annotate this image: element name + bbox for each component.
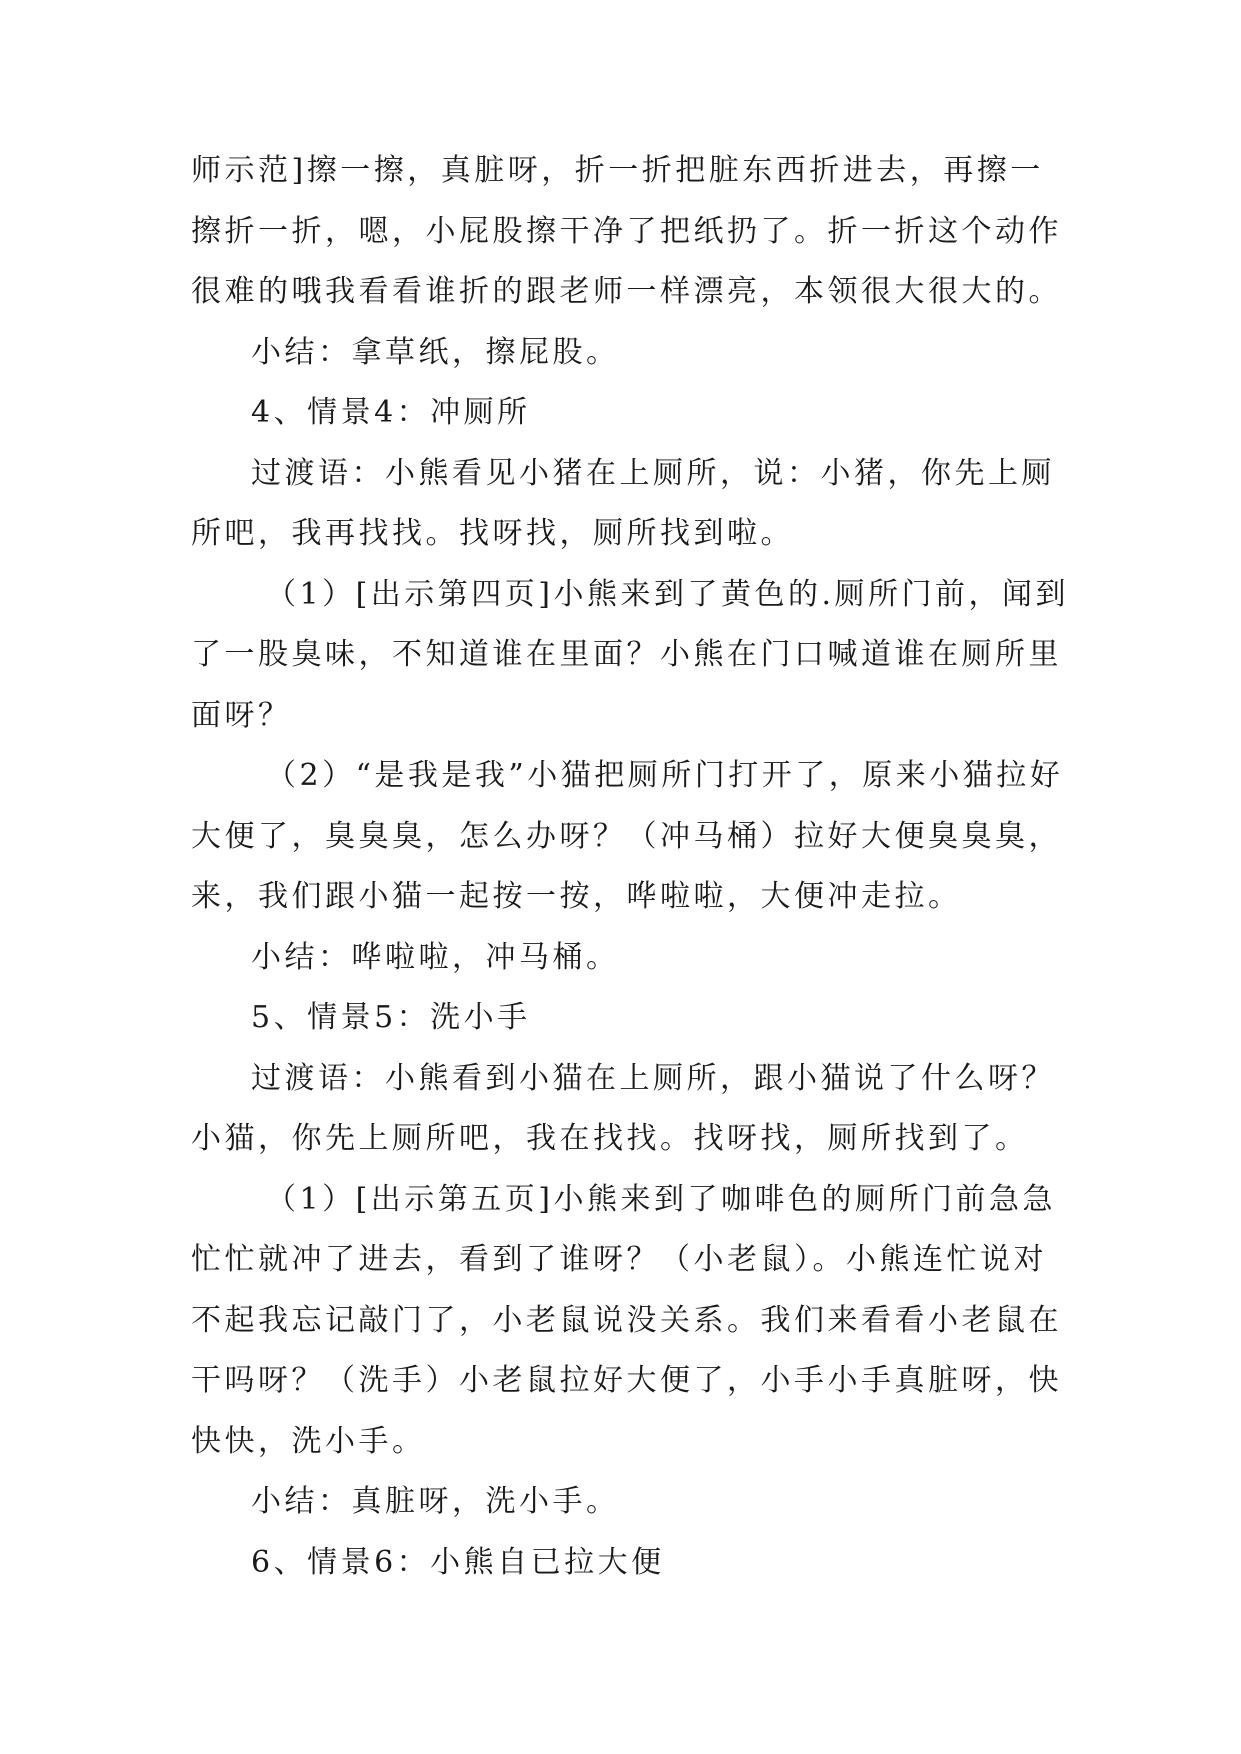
section-heading: 6、情景6：小熊自已拉大便 — [251, 1545, 665, 1580]
text-line: 小猫，你先上厕所吧，我在找找。找呀找，厕所找到了。 — [191, 1121, 1029, 1156]
text-line: 很难的哦我看看谁折的跟老师一样漂亮，本领很大很大的。 — [191, 274, 1062, 309]
text-line: 擦折一折，嗯，小屁股擦干净了把纸扔了。折一折这个动作 — [191, 214, 1062, 249]
text-line: （2）“是我是我”小猫把厕所门打开了，原来小猫拉好 — [266, 758, 1064, 793]
text-line: 面呀？ — [191, 698, 292, 733]
summary-line: 小结：真脏呀，洗小手。 — [251, 1484, 620, 1519]
section-heading: 4、情景4：冲厕所 — [251, 395, 531, 430]
text-line: 大便了，臭臭臭，怎么办呀？（冲马桶）拉好大便臭臭臭， — [191, 819, 1062, 854]
text-line: （1）[出示第五页]小熊来到了咖啡色的厕所门前急急 — [266, 1182, 1056, 1217]
text-line: 不起我忘记敲门了，小老鼠说没关系。我们来看看小老鼠在 — [191, 1303, 1062, 1338]
summary-line: 小结：哗啦啦，冲马桶。 — [251, 940, 620, 975]
text-line: 快快，洗小手。 — [191, 1424, 426, 1459]
text-line: （1）[出示第四页]小熊来到了黄色的.厕所门前，闻到 — [266, 577, 1070, 612]
text-line: 忙忙就冲了进去，看到了谁呀？（小老鼠）。小熊连忙说对 — [191, 1242, 1047, 1277]
text-line: 过渡语：小熊看见小猪在上厕所，说：小猪，你先上厕 — [251, 456, 1055, 491]
text-line: 师示范]擦一擦，真脏呀，折一折把脏东西折进去，再擦一 — [191, 153, 1044, 188]
text-line: 过渡语：小熊看到小猫在上厕所，跟小猫说了什么呀？ — [251, 1061, 1055, 1096]
summary-line: 小结：拿草纸，擦屁股。 — [251, 335, 620, 370]
text-line: 来，我们跟小猫一起按一按，哗啦啦，大便冲走拉。 — [191, 879, 962, 914]
text-line: 干吗呀？（洗手）小老鼠拉好大便了，小手小手真脏呀，快 — [191, 1363, 1062, 1398]
text-line: 了一股臭味，不知道谁在里面？小熊在门口喊道谁在厕所里 — [191, 637, 1062, 672]
text-line: 所吧，我再找找。找呀找，厕所找到啦。 — [191, 516, 794, 551]
section-heading: 5、情景5：洗小手 — [251, 1000, 531, 1035]
